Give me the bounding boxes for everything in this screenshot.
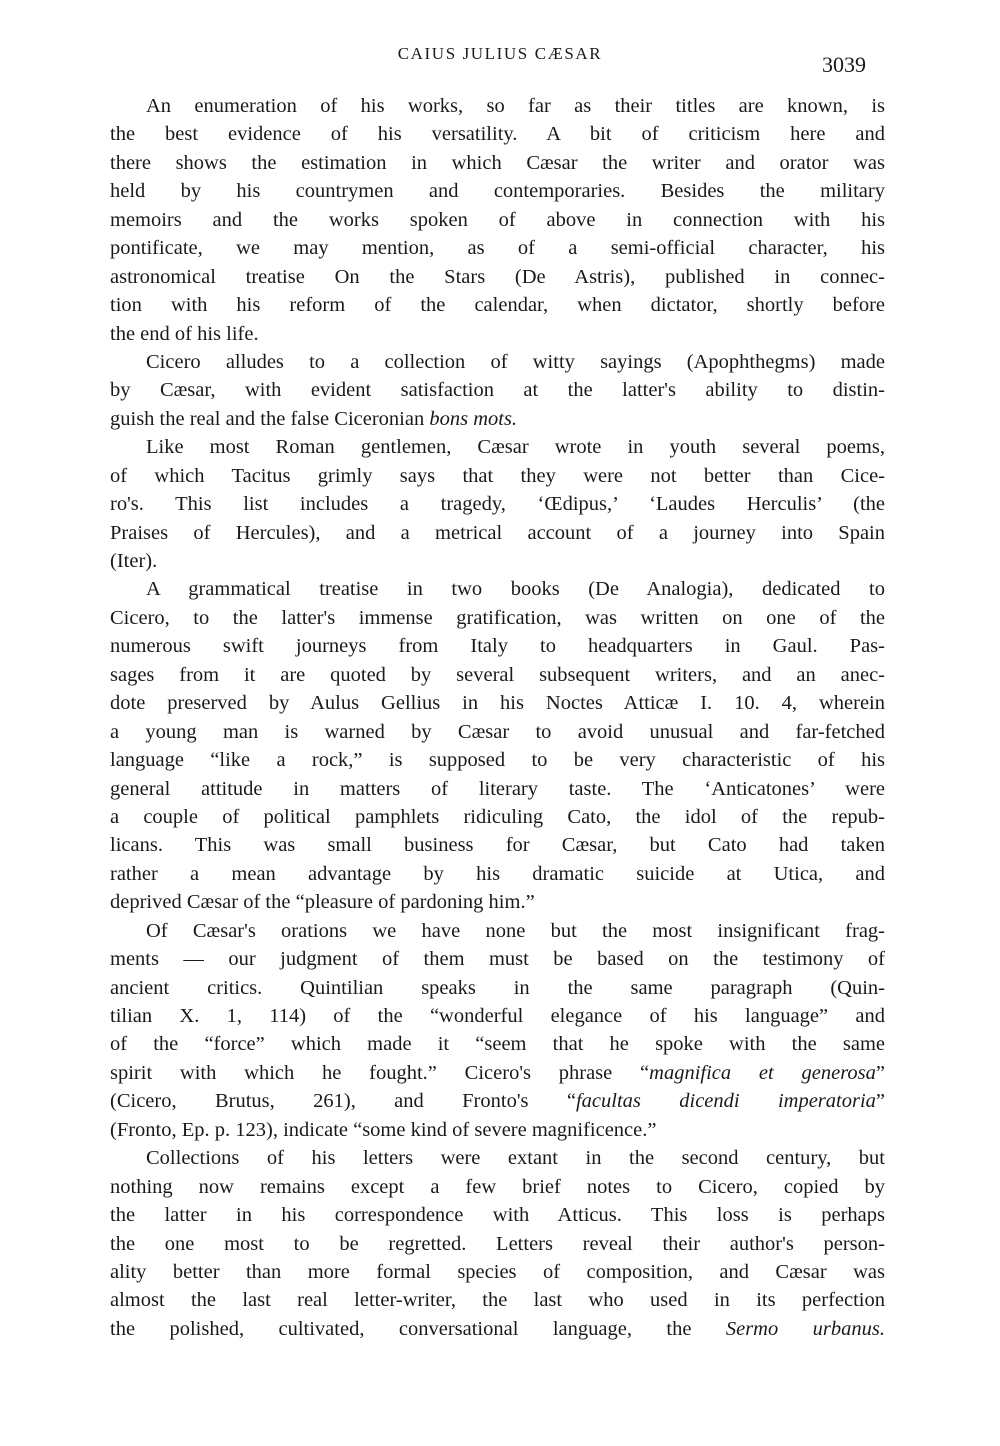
text-line: Like most Roman gentlemen, Cæsar wrote in youth several poems, <box>146 436 885 459</box>
running-head: CAIUS JULIUS CÆSAR <box>397 44 603 63</box>
text-line: deprived Cæsar of the “pleasure of pardoning him.” <box>110 891 535 914</box>
text-line: ality better than more formal species of composition, and Cæsar was <box>110 1260 885 1283</box>
paragraph <box>110 348 885 433</box>
text-line: by Cæsar, with evident satisfaction at the latter's ability to distin- <box>110 379 885 402</box>
text-line: a couple of political pamphlets ridiculing Cato, the idol of the repub- <box>110 805 885 828</box>
text-line: of the “force” which made it “seem that he spoke with the same <box>110 1033 885 1056</box>
text-line: tion with his reform of the calendar, when dictator, shortly before <box>110 294 885 317</box>
text-line: the best evidence of his versatility. A bit of criticism here and <box>110 123 885 146</box>
text-line: nothing now remains except a few brief notes to Cicero, copied by <box>110 1175 885 1198</box>
paragraph <box>110 1144 885 1343</box>
text-line: Of Cæsar's orations we have none but the most insignificant frag- <box>146 919 885 942</box>
text-line: tilian X. 1, 114) of the “wonderful elegance of his language” and <box>110 1005 885 1027</box>
page-number: 3039 <box>822 52 866 77</box>
body-text <box>110 92 885 1343</box>
text-line <box>110 1315 885 1343</box>
text-line: ro's. This list includes a tragedy, ‘Œdipus,’ ‘Laudes Herculis’ (the <box>110 493 885 516</box>
text-line <box>110 405 885 433</box>
text-line: An enumeration of his works, so far as their titles are known, is <box>146 95 885 117</box>
text-line: Collections of his letters were extant in the second century, but <box>146 1147 885 1170</box>
text-span: (Cicero, Brutus, 261), and Fronto's “ <box>110 1090 576 1113</box>
text-line: dote preserved by Aulus Gellius in his Noctes Atticæ I. 10. 4, wherein <box>110 692 885 715</box>
text-line: (Iter). <box>110 550 158 572</box>
text-line: almost the last real letter-writer, the last who used in its perfection <box>110 1289 885 1312</box>
text-line: rather a mean advantage by his dramatic suicide at Utica, and <box>110 862 885 885</box>
paragraph <box>110 917 885 1145</box>
text-line: a young man is warned by Cæsar to avoid unusual and far-fetched <box>110 720 885 743</box>
text-line: numerous swift journeys from Italy to headquarters in Gaul. Pas- <box>110 635 885 658</box>
text-line <box>110 1087 885 1115</box>
paragraph <box>110 92 885 348</box>
text-span: ” <box>875 1090 886 1113</box>
italic-phrase: bons mots. <box>429 407 518 430</box>
text-line: astronomical treatise On the Stars (De Astris), published in connec- <box>110 265 885 288</box>
text-line <box>110 1059 885 1087</box>
text-line: A grammatical treatise in two books (De Analogia), dedicated to <box>146 578 885 601</box>
text-line: Cicero alludes to a collection of witty sayings (Apophthegms) made <box>146 350 885 373</box>
text-line: general attitude in matters of literary taste. The ‘Anticatones’ were <box>110 777 885 800</box>
text-line: of which Tacitus grimly says that they were not better than Cice- <box>110 464 885 487</box>
text-line: the one most to be regretted. Letters reveal their author's person- <box>110 1232 885 1255</box>
text-span: spirit with which he fought.” Cicero's phrase “ <box>110 1061 650 1084</box>
text-span: guish the real and the false Ciceronian <box>110 407 430 430</box>
text-span: ” <box>875 1061 885 1084</box>
italic-phrase: Sermo urbanus. <box>725 1317 885 1340</box>
text-line: the latter in his correspondence with Atticus. This loss is perhaps <box>110 1204 885 1227</box>
paragraph <box>110 575 885 916</box>
text-line: Cicero, to the latter's immense gratification, was written on one of the <box>110 606 885 629</box>
italic-phrase: magnifica et generosa <box>649 1061 876 1084</box>
text-span: the polished, cultivated, conversational language, the <box>110 1317 726 1340</box>
text-line: ancient critics. Quintilian speaks in the same paragraph (Quin- <box>110 976 885 999</box>
text-line: ments — our judgment of them must be based on the testimony of <box>110 948 885 971</box>
text-line: the end of his life. <box>110 322 259 345</box>
text-line: licans. This was small business for Cæsar, but Cato had taken <box>110 834 885 857</box>
text-line: sages from it are quoted by several subsequent writers, and an anec- <box>110 663 885 686</box>
text-line: held by his countrymen and contemporaries. Besides the military <box>110 180 885 203</box>
text-line: Praises of Hercules), and a metrical account of a journey into Spain <box>110 521 885 544</box>
text-line: pontificate, we may mention, as of a semi-official character, his <box>110 237 885 260</box>
text-line: memoirs and the works spoken of above in connection with his <box>110 208 885 231</box>
text-line: language “like a rock,” is supposed to be very characteristic of his <box>110 749 885 772</box>
text-line: there shows the estimation in which Cæsar the writer and orator was <box>110 151 885 174</box>
text-line: (Fronto, Ep. p. 123), indicate “some kind of severe magnificence.” <box>110 1118 657 1141</box>
paragraph <box>110 433 885 575</box>
italic-phrase: facultas dicendi imperatoria <box>575 1090 876 1113</box>
